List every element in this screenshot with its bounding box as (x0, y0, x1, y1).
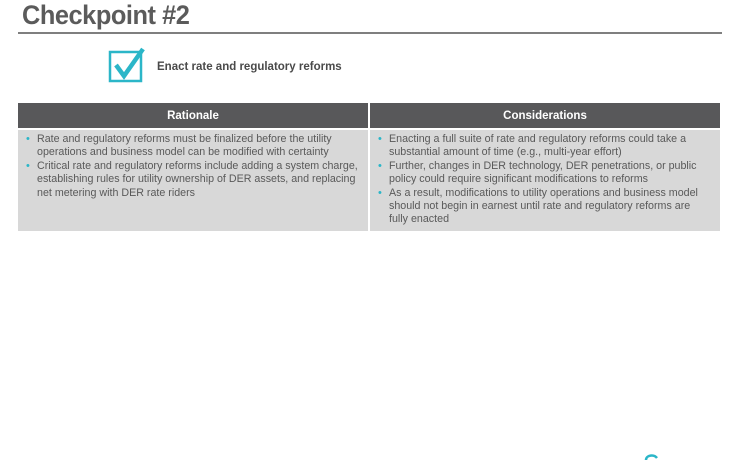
rationale-header: Rationale (18, 103, 368, 128)
consideration-item: • Further, changes in DER technology, DER penetrations, or public policy could require significant modifications to reforms (378, 160, 712, 187)
consideration-item: • Enacting a full suite of rate and regulatory reforms could take a substantial amount of time (e.g., multi-year effort) (378, 133, 712, 160)
title-divider (18, 32, 722, 34)
consideration-item: • As a result, modifications to utility operations and business model should not begin in earnest until rate and regulatory reforms are fully enacted (378, 187, 712, 227)
checkpoint-label: Enact rate and regulatory reforms (157, 61, 342, 73)
rationale-item: • Critical rate and regulatory reforms include adding a system charge, establishing rules for utility ownership of DER assets, and replacing net metering with DER rate riders (26, 160, 360, 200)
considerations-header: Considerations (370, 103, 720, 128)
logo-fragment-icon (644, 453, 658, 460)
considerations-cell (370, 130, 720, 231)
checked-box-icon (106, 46, 146, 84)
rationale-considerations-table (18, 103, 720, 229)
rationale-cell (18, 130, 368, 231)
rationale-item: • Rate and regulatory reforms must be finalized before the utility operations and business model can be modified with certainty (26, 133, 360, 160)
page-title: Checkpoint #2 (22, 0, 190, 30)
